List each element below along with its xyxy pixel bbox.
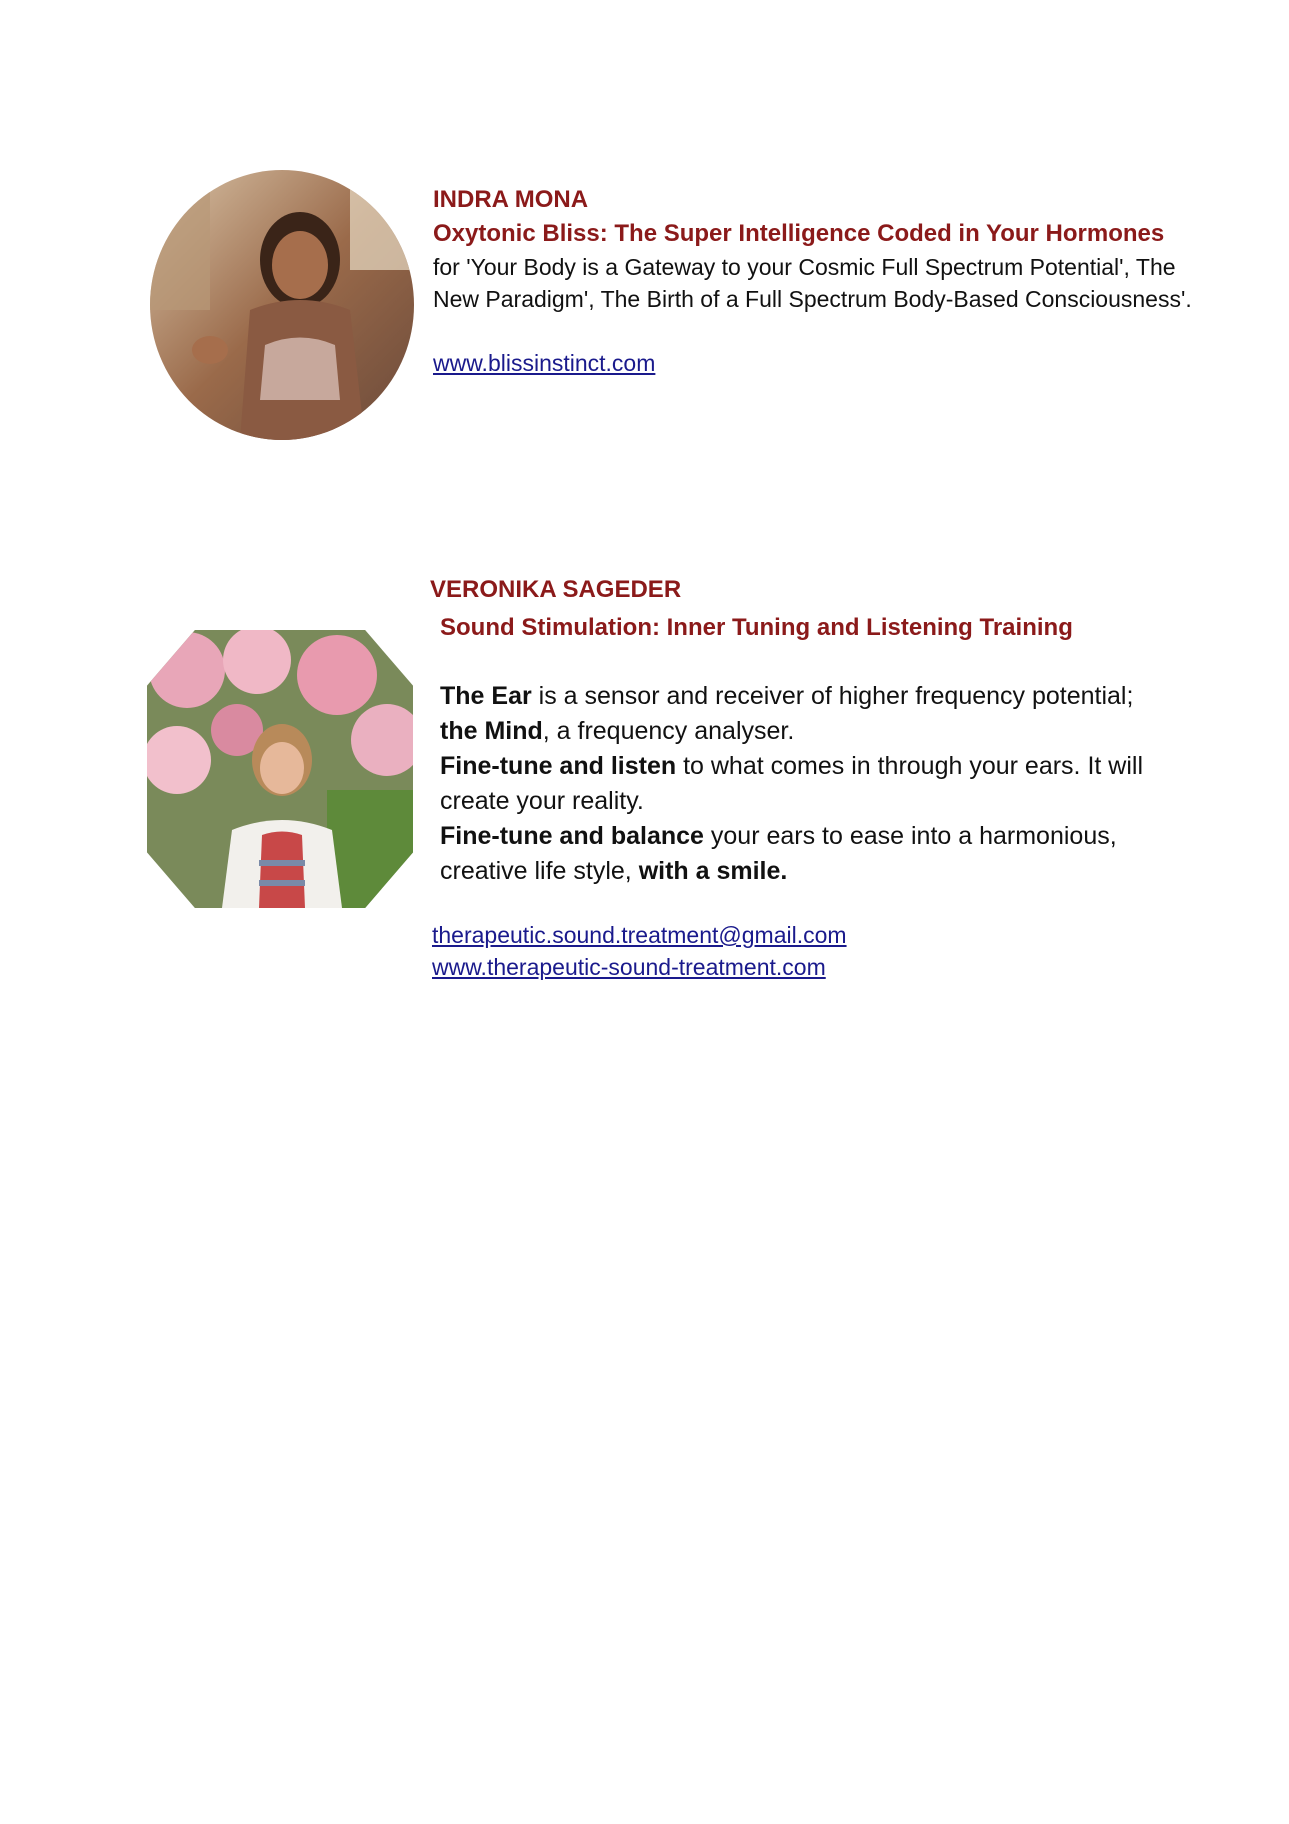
contact-links — [432, 919, 1190, 983]
speaker-photo-veronika-sageder — [147, 630, 413, 908]
talk-title: Oxytonic Bliss: The Super Intelligence Coded in Your Hormones — [433, 220, 1165, 247]
speaker-block-veronika-sageder — [430, 573, 1190, 983]
speaker-name: VERONIKA SAGEDER — [430, 576, 682, 603]
website-link[interactable]: www.blissinstinct.com — [433, 350, 656, 376]
speaker-photo-indra-mona — [150, 170, 414, 440]
speaker-block-indra-mona — [433, 183, 1193, 379]
description-line — [440, 679, 1190, 714]
description-text: , a frequency analyser. — [542, 717, 795, 745]
bold-phrase: with a smile. — [638, 857, 788, 885]
talk-description — [440, 679, 1190, 889]
description-line — [440, 819, 1190, 889]
description-line — [440, 714, 1190, 749]
bold-phrase: The Ear — [440, 682, 532, 710]
description-text: to what comes in through your ears. It will create your reality. — [440, 752, 1143, 815]
website-link[interactable]: www.therapeutic-sound-treatment.com — [432, 954, 826, 980]
bold-phrase: Fine-tune and balance — [440, 822, 704, 850]
bold-phrase: the Mind — [440, 717, 543, 745]
speaker-name: INDRA MONA — [433, 186, 589, 213]
description-text: is a sensor and receiver of higher frequency potential; — [531, 682, 1134, 710]
description-text: your ears to ease into a harmonious, creative life style, — [440, 822, 1117, 885]
talk-description: for 'Your Body is a Gateway to your Cosmic Full Spectrum Potential', The New Paradigm', The Birth of a Full Spectrum Body-Based Consciousness'. — [433, 254, 1192, 312]
talk-title: Sound Stimulation: Inner Tuning and Listening Training — [440, 614, 1073, 641]
bold-phrase: Fine-tune and listen — [440, 752, 677, 780]
email-link[interactable]: therapeutic.sound.treatment@gmail.com — [432, 922, 847, 948]
description-line — [440, 749, 1190, 819]
